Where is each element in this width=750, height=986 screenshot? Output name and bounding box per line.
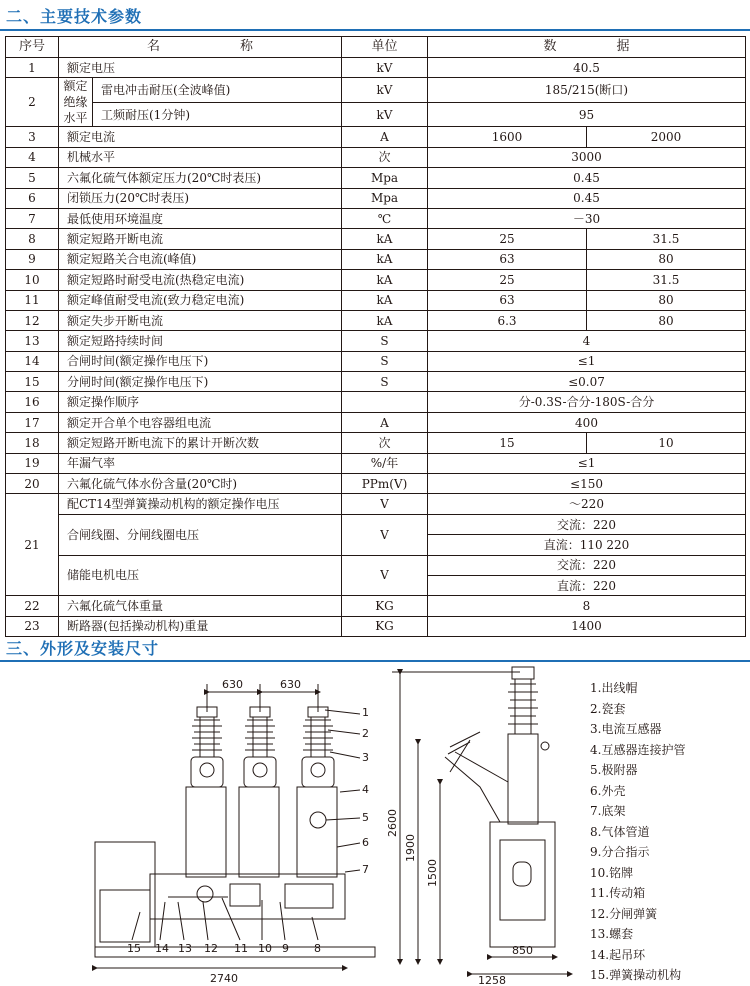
header-name-part: 称 bbox=[240, 39, 254, 54]
row-value: ～220 bbox=[428, 494, 746, 514]
row-value: 8 bbox=[428, 596, 746, 616]
callout-15: 15 bbox=[127, 942, 141, 955]
table-row bbox=[6, 596, 746, 616]
table-row bbox=[6, 616, 746, 636]
row-unit: S bbox=[342, 351, 428, 371]
table-row bbox=[6, 270, 746, 290]
row-no: 8 bbox=[6, 229, 59, 249]
callout-8: 8 bbox=[314, 942, 321, 955]
callout-10: 10 bbox=[258, 942, 272, 955]
table-row bbox=[6, 412, 746, 432]
row-unit: KG bbox=[342, 596, 428, 616]
side-view bbox=[392, 667, 570, 974]
callout-5: 5 bbox=[362, 811, 369, 824]
row-no: 12 bbox=[6, 310, 59, 330]
dim-height-total: 2600 bbox=[386, 809, 399, 837]
legend-item: 7.底架 bbox=[590, 804, 626, 818]
row-unit: 次 bbox=[342, 433, 428, 453]
dimension-labels bbox=[210, 678, 533, 985]
row-value: 185/215(断口) bbox=[428, 78, 746, 103]
header-name-part: 名 bbox=[146, 39, 160, 54]
row-value: 直流：110 220 bbox=[428, 535, 746, 555]
header-unit: 单位 bbox=[342, 37, 428, 58]
row-value-2: 10 bbox=[587, 433, 746, 453]
legend-item: 2.瓷套 bbox=[590, 701, 626, 716]
row-name: 断路器(包括操动机构)重量 bbox=[59, 616, 342, 636]
row-no: 14 bbox=[6, 351, 59, 371]
callout-13: 13 bbox=[178, 942, 192, 955]
row-unit: A bbox=[342, 127, 428, 147]
table-row bbox=[6, 331, 746, 351]
operating-mechanism bbox=[95, 842, 155, 947]
row-unit: KG bbox=[342, 616, 428, 636]
legend-item: 14.起吊环 bbox=[590, 947, 646, 962]
table-row bbox=[6, 168, 746, 188]
tech-params-table bbox=[5, 36, 746, 637]
dim-length: 2740 bbox=[210, 972, 238, 985]
table-row bbox=[6, 555, 746, 575]
row-value-1: 63 bbox=[428, 290, 587, 310]
table-row bbox=[6, 78, 746, 103]
row-no: 3 bbox=[6, 127, 59, 147]
dim-height-1900: 1900 bbox=[404, 834, 417, 862]
row-value: 95 bbox=[428, 102, 746, 127]
legend-item: 9.分合指示 bbox=[590, 845, 650, 859]
row-value-2: 2000 bbox=[587, 127, 746, 147]
row-value-2: 31.5 bbox=[587, 270, 746, 290]
row-name: 闭锁压力(20℃时表压) bbox=[59, 188, 342, 208]
table-row bbox=[6, 453, 746, 473]
row-unit bbox=[342, 392, 428, 412]
row-value: －30 bbox=[428, 208, 746, 228]
table-row bbox=[6, 474, 746, 494]
dim-depth-1258: 1258 bbox=[478, 974, 506, 985]
row-group-name: 额定绝缘水平 bbox=[59, 78, 93, 127]
row-name: 额定短路开断电流 bbox=[59, 229, 342, 249]
header-name bbox=[59, 37, 342, 58]
table-row bbox=[6, 372, 746, 392]
callout-14: 14 bbox=[155, 942, 169, 955]
row-no: 1 bbox=[6, 58, 59, 78]
legend-item: 10.铭牌 bbox=[590, 865, 634, 880]
pole-1 bbox=[186, 707, 226, 877]
row-value-1: 25 bbox=[428, 229, 587, 249]
table-row bbox=[6, 392, 746, 412]
legend-item: 8.气体管道 bbox=[590, 824, 650, 839]
dim-height-1500: 1500 bbox=[426, 859, 439, 887]
pole-2 bbox=[239, 707, 279, 877]
header-data-part: 据 bbox=[616, 39, 630, 54]
row-value-1: 63 bbox=[428, 249, 587, 269]
table-row bbox=[6, 310, 746, 330]
row-unit: kV bbox=[342, 58, 428, 78]
table-row bbox=[6, 58, 746, 78]
row-no: 4 bbox=[6, 147, 59, 167]
row-unit: %/年 bbox=[342, 453, 428, 473]
callout-3: 3 bbox=[362, 751, 369, 764]
row-no: 7 bbox=[6, 208, 59, 228]
row-name: 额定短路时耐受电流(热稳定电流) bbox=[59, 270, 342, 290]
row-no: 13 bbox=[6, 331, 59, 351]
row-unit: kA bbox=[342, 290, 428, 310]
row-no: 15 bbox=[6, 372, 59, 392]
section-title-dimensions: 三、外形及安装尺寸 bbox=[6, 639, 160, 658]
table-header-row bbox=[6, 37, 746, 58]
table-row bbox=[6, 102, 746, 127]
row-value: 0.45 bbox=[428, 188, 746, 208]
row-name: 额定电压 bbox=[59, 58, 342, 78]
table-row bbox=[6, 494, 746, 514]
callout-4: 4 bbox=[362, 783, 369, 796]
legend-item: 4.互感器连接护管 bbox=[590, 742, 686, 757]
row-value-1: 15 bbox=[428, 433, 587, 453]
row-value: 3000 bbox=[428, 147, 746, 167]
table-row bbox=[6, 433, 746, 453]
nameplate bbox=[230, 884, 260, 906]
row-name: 六氟化硫气体水份含量(20℃时) bbox=[59, 474, 342, 494]
table-row bbox=[6, 351, 746, 371]
row-name: 年漏气率 bbox=[59, 453, 342, 473]
table-row bbox=[6, 229, 746, 249]
row-unit: kV bbox=[342, 78, 428, 103]
row-unit: ℃ bbox=[342, 208, 428, 228]
row-name: 配CT14型弹簧操动机构的额定操作电压 bbox=[59, 494, 342, 514]
row-value-1: 6.3 bbox=[428, 310, 587, 330]
row-value-1: 25 bbox=[428, 270, 587, 290]
row-value: ≤0.07 bbox=[428, 372, 746, 392]
row-name: 工频耐压(1分钟) bbox=[93, 102, 342, 127]
row-unit: kA bbox=[342, 310, 428, 330]
callout-11: 11 bbox=[234, 942, 248, 955]
row-name: 额定峰值耐受电流(致力稳定电流) bbox=[59, 290, 342, 310]
row-name: 合闸时间(额定操作电压下) bbox=[59, 351, 342, 371]
table-row bbox=[6, 188, 746, 208]
row-name: 额定短路开断电流下的累计开断次数 bbox=[59, 433, 342, 453]
row-no: 18 bbox=[6, 433, 59, 453]
callout-1: 1 bbox=[362, 706, 369, 719]
row-value: 分-0.3S-合分-180S-合分 bbox=[428, 392, 746, 412]
row-value-2: 31.5 bbox=[587, 229, 746, 249]
row-value-1: 1600 bbox=[428, 127, 587, 147]
row-unit: kA bbox=[342, 249, 428, 269]
row-unit: A bbox=[342, 412, 428, 432]
row-name: 额定操作顺序 bbox=[59, 392, 342, 412]
row-unit: Mpa bbox=[342, 168, 428, 188]
row-name: 额定短路持续时间 bbox=[59, 331, 342, 351]
row-name: 分闸时间(额定操作电压下) bbox=[59, 372, 342, 392]
row-no: 2 bbox=[6, 78, 59, 127]
row-unit: kA bbox=[342, 270, 428, 290]
row-value-2: 80 bbox=[587, 310, 746, 330]
header-data bbox=[428, 37, 746, 58]
row-no: 6 bbox=[6, 188, 59, 208]
dim-depth-850: 850 bbox=[512, 944, 533, 957]
dim-pitch-2: 630 bbox=[280, 678, 301, 691]
header-no: 序号 bbox=[6, 37, 59, 58]
dim-pitch-1: 630 bbox=[222, 678, 243, 691]
front-view bbox=[95, 684, 375, 968]
row-name: 机械水平 bbox=[59, 147, 342, 167]
row-no: 5 bbox=[6, 168, 59, 188]
row-name: 额定失步开断电流 bbox=[59, 310, 342, 330]
legend-item: 11.传动箱 bbox=[590, 886, 646, 900]
header-data-part: 数 bbox=[543, 39, 557, 54]
row-no: 17 bbox=[6, 412, 59, 432]
section-divider bbox=[0, 29, 750, 31]
callout-6: 6 bbox=[362, 836, 369, 849]
row-unit: V bbox=[342, 555, 428, 596]
row-value: 1400 bbox=[428, 616, 746, 636]
table-row bbox=[6, 290, 746, 310]
legend-item: 5.极附器 bbox=[590, 763, 638, 777]
row-name: 雷电冲击耐压(全波峰值) bbox=[93, 78, 342, 103]
parts-legend bbox=[590, 678, 685, 986]
row-no: 23 bbox=[6, 616, 59, 636]
table-row bbox=[6, 147, 746, 167]
legend-item: 13.螺套 bbox=[590, 927, 634, 941]
callout-2: 2 bbox=[362, 727, 369, 740]
callout-12: 12 bbox=[204, 942, 218, 955]
row-value: 交流：220 bbox=[428, 555, 746, 575]
row-name: 最低使用环境温度 bbox=[59, 208, 342, 228]
legend-item: 1.出线帽 bbox=[590, 681, 638, 695]
section-title-tech-params: 二、主要技术参数 bbox=[6, 7, 143, 26]
row-unit: kA bbox=[342, 229, 428, 249]
row-value: ≤1 bbox=[428, 453, 746, 473]
table-row bbox=[6, 208, 746, 228]
legend-item: 12.分闸弹簧 bbox=[590, 906, 658, 921]
row-no: 19 bbox=[6, 453, 59, 473]
row-unit: kV bbox=[342, 102, 428, 127]
row-no: 11 bbox=[6, 290, 59, 310]
table-row bbox=[6, 127, 746, 147]
row-value: ≤150 bbox=[428, 474, 746, 494]
row-unit: Mpa bbox=[342, 188, 428, 208]
legend-item: 3.电流互感器 bbox=[590, 722, 662, 736]
callout-9: 9 bbox=[282, 942, 289, 955]
row-name: 额定开合单个电容器组电流 bbox=[59, 412, 342, 432]
row-unit: PPm(V) bbox=[342, 474, 428, 494]
row-no: 21 bbox=[6, 494, 59, 596]
row-unit: 次 bbox=[342, 147, 428, 167]
row-no: 9 bbox=[6, 249, 59, 269]
row-name: 六氟化硫气体重量 bbox=[59, 596, 342, 616]
row-value: 交流：220 bbox=[428, 514, 746, 534]
row-value: ≤1 bbox=[428, 351, 746, 371]
row-no: 10 bbox=[6, 270, 59, 290]
callout-7: 7 bbox=[362, 863, 369, 876]
row-value-2: 80 bbox=[587, 249, 746, 269]
row-unit: V bbox=[342, 494, 428, 514]
row-unit: S bbox=[342, 372, 428, 392]
legend-item: 6.外壳 bbox=[590, 783, 626, 798]
table-row bbox=[6, 249, 746, 269]
row-name: 储能电机电压 bbox=[59, 555, 342, 596]
row-value: 40.5 bbox=[428, 58, 746, 78]
row-name: 六氟化硫气体额定压力(20℃时表压) bbox=[59, 168, 342, 188]
row-unit: S bbox=[342, 331, 428, 351]
row-value: 400 bbox=[428, 412, 746, 432]
row-unit: V bbox=[342, 514, 428, 555]
row-value-2: 80 bbox=[587, 290, 746, 310]
row-no: 20 bbox=[6, 474, 59, 494]
pole-3 bbox=[297, 707, 337, 877]
row-no: 22 bbox=[6, 596, 59, 616]
table-row bbox=[6, 514, 746, 534]
outline-drawing bbox=[0, 662, 590, 985]
row-no: 16 bbox=[6, 392, 59, 412]
legend-item: 15.弹簧操动机构 bbox=[590, 968, 682, 982]
row-name: 额定电流 bbox=[59, 127, 342, 147]
row-name: 合闸线圈、分闸线圈电压 bbox=[59, 514, 342, 555]
row-value: 4 bbox=[428, 331, 746, 351]
row-value: 直流：220 bbox=[428, 575, 746, 595]
row-name: 额定短路关合电流(峰值) bbox=[59, 249, 342, 269]
row-value: 0.45 bbox=[428, 168, 746, 188]
